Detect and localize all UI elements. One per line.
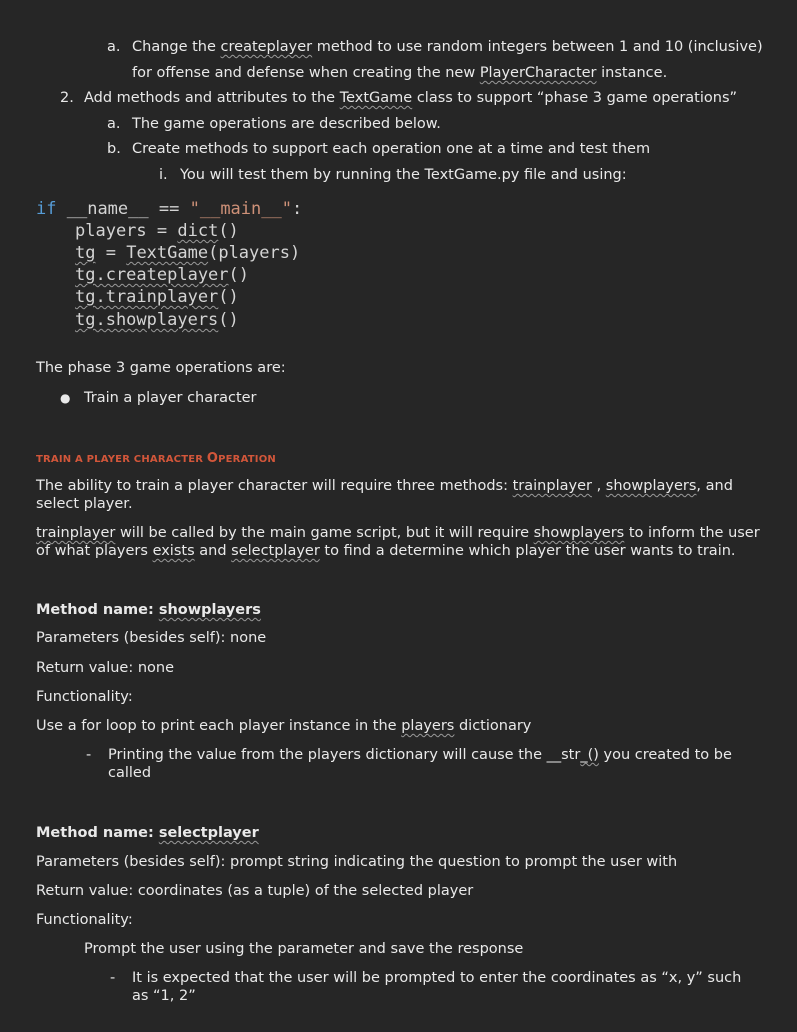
code-text: players = [75, 221, 178, 241]
word-exists: exists [152, 543, 195, 559]
text: The ability to train a player character will require three methods: [36, 478, 513, 494]
showplayers-title [36, 601, 261, 619]
heading-cap: O [206, 451, 219, 466]
code-text: () [218, 287, 239, 307]
code-text: () [218, 221, 239, 241]
selectplayer-note: It is expected that the user will be prompted to enter the coordinates as “x, y” such as “1, 2” [132, 970, 742, 1004]
code-line-6 [75, 309, 239, 331]
text: Method name: [36, 602, 159, 618]
text: to find a determine which player the user wants to train. [319, 543, 736, 559]
code-ref-str: _() [580, 747, 599, 763]
code-ref-playercharacter: PlayerCharacter [479, 65, 597, 81]
list-item-i: You will test them by running the TextGame.py file and using: [180, 167, 627, 183]
showplayers-functionality-label: Functionality: [36, 689, 133, 705]
selectplayer-title [36, 824, 259, 842]
code-line-4 [75, 264, 249, 286]
list-item-b2: Create methods to support each operation one at a time and test them [132, 141, 651, 157]
list-item-2 [84, 89, 737, 107]
showplayers-description [36, 717, 531, 735]
code-string-main: "__main__" [189, 199, 292, 219]
showplayers-note [108, 746, 748, 782]
selectplayer-params: Parameters (besides self): prompt string indicating the question to prompt the user with [36, 854, 678, 870]
text: method to use random integers between 1 and 10 (inclusive) [312, 39, 763, 55]
text: Printing the value from the players dictionary will cause the __str [108, 747, 581, 763]
code-createplayer-call: tg.createplayer [75, 265, 229, 285]
list-marker-i: i. [159, 167, 168, 183]
code-line-1 [36, 198, 302, 220]
code-tg: tg [75, 243, 96, 263]
code-ref-createplayer: createplayer [220, 39, 313, 55]
code-colon: : [291, 199, 303, 219]
code-line-3 [75, 242, 300, 264]
code-line-2 [75, 220, 239, 242]
list-item-a1-continued [132, 64, 667, 82]
code-text: = [95, 243, 127, 263]
code-line-5 [75, 286, 239, 308]
selectplayer-return: Return value: coordinates (as a tuple) of the selected player [36, 883, 474, 899]
code-ref-trainplayer: trainplayer [36, 525, 116, 541]
list-item-a1 [132, 38, 763, 56]
code-keyword-if: if [36, 199, 57, 219]
list-marker-b2: b. [107, 141, 121, 157]
code-ref-selectplayer: selectplayer [231, 543, 320, 559]
list-marker-a1: a. [107, 39, 121, 55]
code-text: () [228, 265, 250, 285]
list-marker-a2: a. [107, 116, 121, 132]
selectplayer-prompt: Prompt the user using the parameter and save the response [84, 941, 524, 957]
text: will be called by the main game script, but it will require [115, 525, 534, 541]
text: for offense and defense when creating the new [132, 65, 480, 81]
section-paragraph-1 [36, 477, 766, 513]
code-ref-trainplayer: trainplayer [512, 478, 592, 494]
text: you created to be called [108, 747, 732, 781]
text: Use a for loop to print each player instance in the [36, 718, 402, 734]
text: instance. [596, 65, 668, 81]
dash-marker: - [110, 970, 116, 986]
code-ref-textgame: TextGame [339, 90, 413, 106]
bullet-dot-icon: ● [60, 391, 71, 405]
code-operator: == [158, 199, 180, 219]
text: class to support “phase 3 game operations” [412, 90, 738, 106]
code-text: (players) [208, 243, 301, 263]
text: Method name: [36, 825, 159, 841]
code-text: () [218, 310, 239, 330]
code-textgame: TextGame [126, 243, 209, 263]
phase-intro-text: The phase 3 game operations are: [36, 360, 286, 376]
code-showplayers-call: tg.showplayers [75, 310, 219, 330]
text: to inform the user of what players [36, 525, 760, 559]
method-name: selectplayer [158, 825, 259, 841]
showplayers-params: Parameters (besides self): none [36, 630, 267, 646]
bullet-item-train: Train a player character [84, 390, 257, 406]
selectplayer-functionality-label: Functionality: [36, 912, 133, 928]
code-trainplayer-call: tg.trainplayer [75, 287, 219, 307]
section-paragraph-2 [36, 524, 766, 560]
text: dictionary [454, 718, 532, 734]
showplayers-return: Return value: none [36, 660, 174, 676]
dash-marker: - [86, 747, 92, 763]
code-dict: dict [177, 221, 219, 241]
list-item-a2: The game operations are described below. [132, 116, 441, 132]
list-marker-2: 2. [60, 90, 74, 106]
heading-text: TRAIN A PLAYER CHARACTER [36, 454, 207, 465]
code-ref-players: players [401, 718, 455, 734]
code-ref-showplayers: showplayers [605, 478, 697, 494]
heading-text: PERATION [218, 454, 276, 465]
text: , and select player. [36, 478, 733, 512]
text: Add methods and attributes to the [84, 90, 340, 106]
text: Change the [132, 39, 221, 55]
method-name: showplayers [158, 602, 261, 618]
section-heading [36, 451, 276, 466]
code-ref-showplayers: showplayers [533, 525, 625, 541]
text: , [591, 478, 606, 494]
text: and [194, 543, 232, 559]
code-name-var: __name__ [66, 199, 149, 219]
